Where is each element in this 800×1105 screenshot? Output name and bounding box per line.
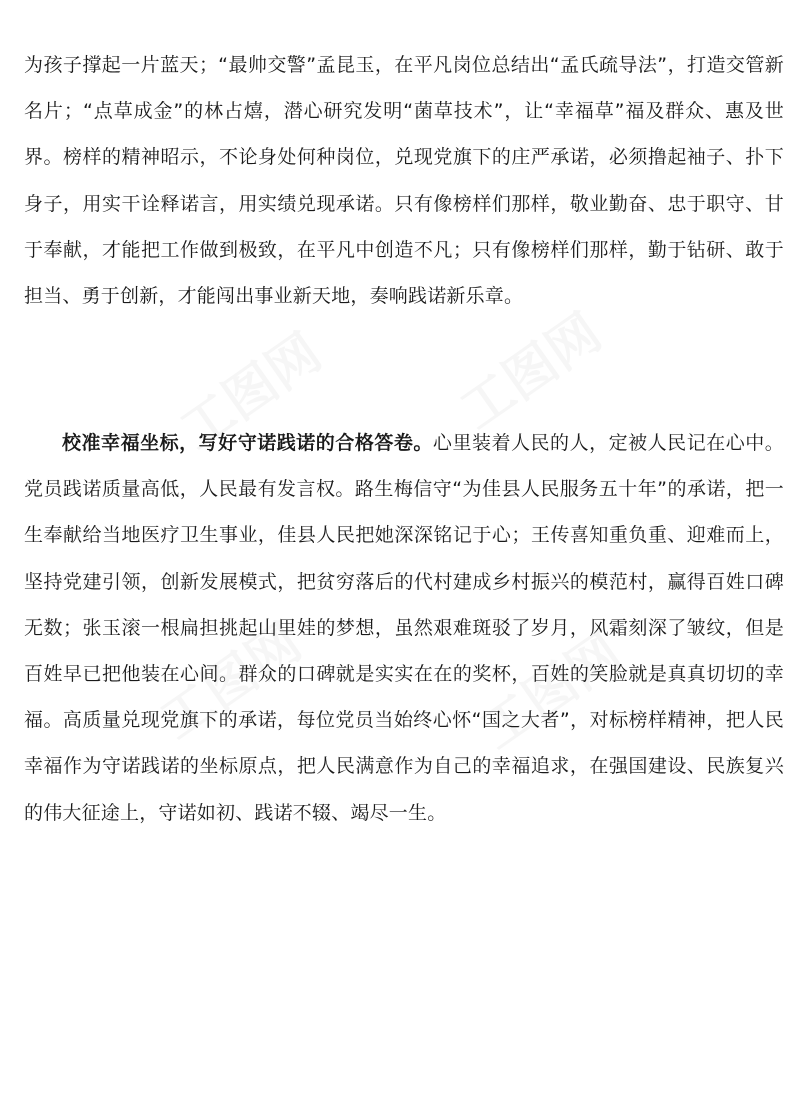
paragraph-lead-heading: 校准幸福坐标，写好守诺践诺的合格答卷。 — [62, 432, 433, 454]
paragraph-body: 心里装着人民的人，定被人民记在心中。党员践诺质量高低，人民最有发言权。路生梅信守“为佳县人民服务五十年”的承诺，把一生奉献给当地医疗卫生事业，佳县人民把她深深铭记于心；王传喜知重负重、迎难而上，坚持党建引领，创新发展模式，把贫穷落后的代村建成乡村振兴的模范村，赢得百姓口碑无数；张玉滚一根扁担挑起山里娃的梦想，虽然艰难斑驳了岁月，风霜刻深了皱纹，但是百姓早已把他装在心间。群众的口碑就是实实在在的奖杯，百姓的笑脸就是真真切切的幸福。高质量兑现党旗下的承诺，每位党员当始终心怀“国之大者”，对标榜样精神，把人民幸福作为守诺践诺的坐标原点，把人民满意作为自己的幸福追求，在强国建设、民族复兴的伟大征途上，守诺如初、践诺不辍、竭尽一生。 — [24, 432, 784, 824]
paragraph-body: 为孩子撑起一片蓝天；“最帅交警”孟昆玉，在平凡岗位总结出“孟氏疏导法”，打造交管新名片；“点草成金”的林占熺，潜心研究发明“菌草技术”，让“幸福草”福及群众、惠及世界。榜样的精神昭示，不论身处何种岗位，兑现党旗下的庄严承诺，必须撸起袖子、扑下身子，用实干诠释诺言，用实绩兑现承诺。只有像榜样们那样，敬业勤奋、忠于职守、甘于奉献，才能把工作做到极致，在平凡中创造不凡；只有像榜样们那样，勤于钻研、敢于担当、勇于创新，才能闯出事业新天地，奏响践诺新乐章。 — [24, 54, 784, 308]
paragraph-happiness-coordinates — [24, 420, 784, 836]
paragraph-continuation — [24, 42, 784, 319]
